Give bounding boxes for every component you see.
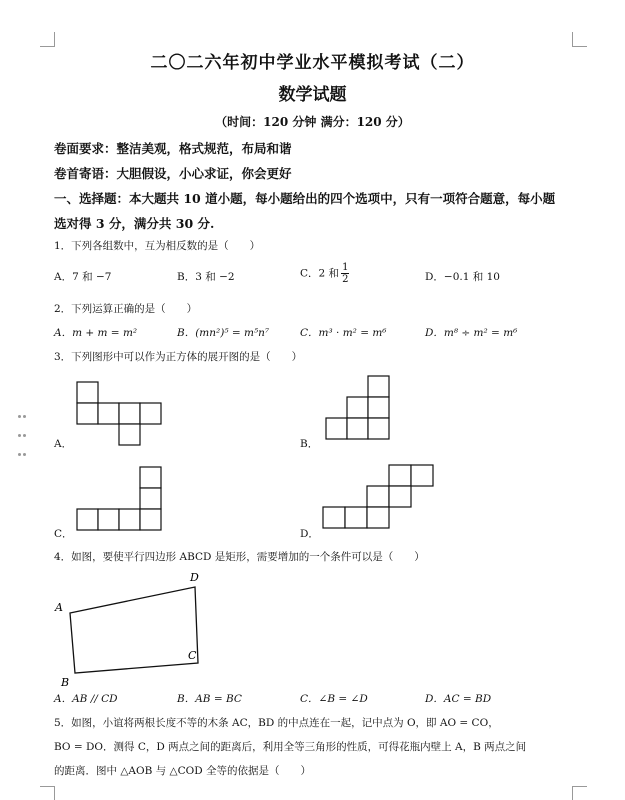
- fraction-one-half: $\frac{1}{2}$: [342, 262, 349, 285]
- question-3-stem: 3．下列图形中可以作为正方体的展开图的是（ ）: [54, 351, 303, 363]
- question-4-option-a: A．AB // CD: [54, 693, 118, 705]
- paper-message: 卷首寄语：大胆假设，小心求证，你会更好: [54, 166, 292, 181]
- question-3-option-a: A．: [54, 438, 73, 450]
- question-3-option-b: B．: [300, 438, 319, 450]
- exam-subject: 数学试题: [278, 85, 347, 105]
- question-4-stem: 4．如图，要使平行四边形 ABCD 是矩形，需要增加的一个条件可以是（ ）: [54, 551, 425, 563]
- crop-mark-bottom-right: [572, 786, 587, 800]
- paper-requirement: 卷面要求：整洁美观，格式规范，布局和谐: [54, 141, 292, 156]
- question-2-option-a: A．m + m = m²: [54, 327, 138, 339]
- question-1-stem: 1．下列各组数中，互为相反数的是（ ）: [54, 240, 261, 252]
- exam-time-score: （时间：120 分钟 满分：120 分）: [215, 115, 410, 129]
- question-5-line-2: BO = DO．测得 C，D 两点之间的距离后，利用全等三角形的性质，可得花瓶内壁上 A，B 两点之间: [54, 741, 527, 753]
- question-1-option-d: D．−0.1 和 10: [425, 271, 500, 283]
- question-2-option-b: B．(mn²)⁵ = m⁵n⁷: [177, 327, 270, 339]
- figure-3c-net: [70, 461, 170, 535]
- question-3-option-d: D．: [300, 528, 319, 540]
- vertex-label-d: D: [190, 571, 199, 584]
- question-5-line-1: 5．如图，小谊将两根长度不等的木条 AC，BD 的中点连在一起，记中点为 O，即 AO = CO，: [54, 717, 499, 729]
- question-4-option-c: C．∠B = ∠D: [300, 693, 368, 705]
- question-2-stem: 2．下列运算正确的是（ ）: [54, 303, 198, 315]
- figure-3a-net: [70, 375, 170, 447]
- vertex-label-b: B: [61, 676, 70, 689]
- section-one-heading: 一、选择题：本大题共 10 道小题，每小题给出的四个选项中，只有一项符合题意，每小题: [54, 191, 556, 206]
- vertex-label-a: A: [55, 601, 63, 614]
- crop-mark-top-left: [40, 32, 55, 47]
- question-1-option-b: B．3 和 −2: [177, 271, 235, 283]
- question-5-line-3: 的距离．图中 △AOB 与 △COD 全等的依据是（ ）: [54, 765, 311, 777]
- figure-4-parallelogram: [50, 565, 220, 690]
- figure-3d-net: [318, 460, 438, 534]
- question-2-option-d: D．m⁸ ÷ m² = m⁶: [425, 327, 518, 339]
- question-4-option-b: B．AB = BC: [177, 693, 242, 705]
- crop-mark-bottom-left: [40, 786, 55, 800]
- question-3-option-c: C．: [54, 528, 73, 540]
- section-one-heading-cont: 选对得 3 分，满分共 30 分.: [54, 216, 215, 231]
- crop-mark-top-right: [572, 32, 587, 47]
- question-4-option-d: D．AC = BD: [425, 693, 492, 705]
- vertex-label-c: C: [188, 649, 197, 662]
- question-1-option-c-text: C．2 和: [300, 267, 340, 280]
- question-2-option-c: C．m³ · m² = m⁶: [300, 327, 387, 339]
- exam-title: 二〇二六年初中学业水平模拟考试（二）: [150, 53, 475, 73]
- question-1-option-c: [300, 262, 349, 285]
- question-1-option-a: A．7 和 −7: [54, 271, 112, 283]
- figure-3b-net: [318, 370, 398, 444]
- drag-handle-icon[interactable]: [17, 404, 27, 461]
